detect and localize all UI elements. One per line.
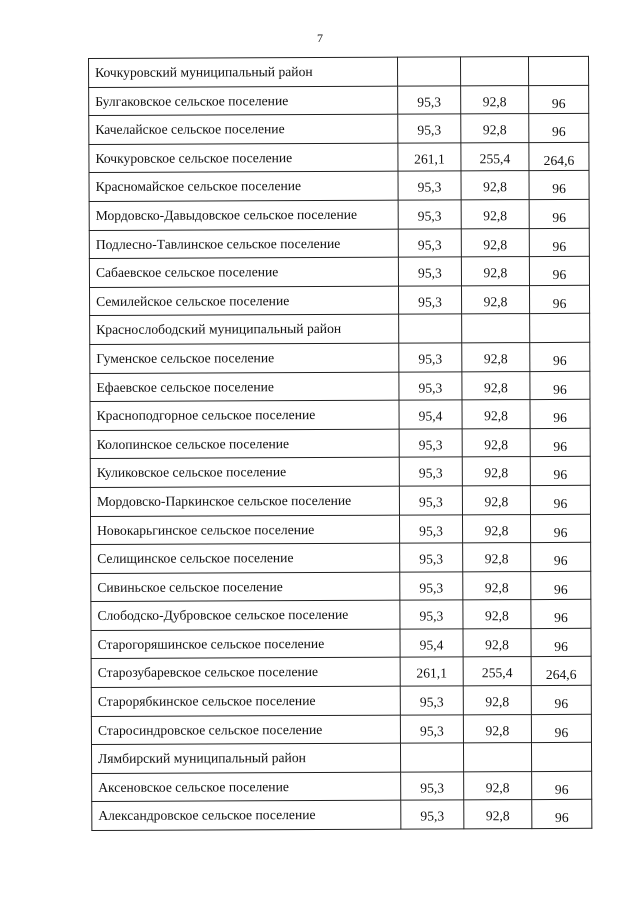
value-cell-v3 [530, 428, 590, 457]
value-v2: 92,8 [483, 293, 508, 310]
table-row [91, 571, 591, 602]
value-cell-v3 [531, 714, 591, 743]
value-v2: 255,4 [481, 665, 513, 681]
value-v1: 95,3 [419, 580, 444, 596]
value-v1: 95,3 [418, 465, 443, 481]
value-cell-v1 [398, 257, 461, 286]
value-cell-v1 [399, 343, 462, 372]
settlement-name: Красноподгорное сельское поселение [90, 400, 399, 430]
value-cell-v1 [401, 772, 464, 801]
value-v3: 96 [552, 267, 567, 283]
settlement-name: Селищинское сельское поселение [91, 543, 400, 573]
table-row [90, 485, 590, 516]
value-v1: 261,1 [416, 665, 448, 682]
settlement-name: Гуменское сельское поселение [90, 343, 399, 373]
table-row [90, 428, 590, 459]
value-cell-v3 [531, 743, 591, 772]
table-body [89, 56, 592, 830]
value-v2: 92,8 [484, 465, 509, 481]
value-cell-v3 [531, 628, 591, 657]
value-cell-v1 [400, 543, 463, 572]
value-v2: 92,8 [484, 379, 508, 395]
settlement-name: Красномайское сельское поселение [89, 172, 398, 202]
table-row [89, 142, 589, 173]
value-v3: 96 [554, 810, 569, 826]
value-v3: 96 [553, 381, 567, 397]
value-v1: 95,3 [418, 437, 443, 453]
table-row [91, 685, 591, 716]
table-row [90, 457, 590, 488]
settlement-name: Качелайское сельское поселение [89, 114, 398, 144]
value-cell-v1 [400, 657, 463, 686]
value-cell-v2 [461, 257, 529, 286]
value-cell-v1 [398, 200, 461, 229]
value-v2: 92,8 [484, 522, 509, 538]
table-row [89, 256, 589, 287]
value-v3: 96 [553, 410, 567, 426]
value-v3: 96 [551, 124, 566, 140]
value-cell-v2 [461, 200, 529, 229]
value-cell-v3 [529, 85, 589, 114]
value-cell-v3 [528, 56, 588, 85]
value-v2: 92,8 [483, 179, 507, 195]
value-v2: 92,8 [483, 208, 508, 224]
value-v2: 92,8 [484, 608, 509, 624]
value-v1: 95,4 [418, 408, 443, 424]
district-name: Краснослободский муниципальный район [90, 314, 399, 344]
value-v3: 96 [553, 553, 568, 569]
value-v3: 96 [554, 638, 568, 654]
value-v2: 92,8 [484, 579, 509, 595]
value-v2: 92,8 [484, 408, 508, 424]
value-v2: 92,8 [483, 265, 508, 281]
table-row [89, 199, 589, 230]
value-cell-v1 [399, 486, 462, 515]
value-v3: 96 [553, 524, 568, 540]
value-cell-v1 [399, 514, 462, 543]
value-v1: 95,4 [419, 637, 444, 653]
table-row [90, 342, 590, 373]
settlement-name: Ефаевское сельское поселение [90, 372, 399, 402]
value-cell-v2 [462, 514, 530, 543]
value-v1: 95,3 [418, 379, 443, 396]
value-cell-v1 [400, 600, 463, 629]
value-v3: 96 [554, 781, 569, 797]
value-cell-v2 [460, 57, 528, 86]
value-v1: 95,3 [417, 208, 442, 224]
value-cell-v1 [397, 57, 460, 86]
value-cell-v1 [400, 715, 463, 744]
value-cell-v3 [530, 457, 590, 486]
value-v2: 92,8 [484, 551, 509, 567]
value-v3: 96 [554, 610, 568, 626]
value-cell-v1 [400, 629, 463, 658]
value-cell-v2 [462, 371, 530, 400]
value-cell-v3 [529, 285, 589, 314]
district-name: Кочкуровский муниципальный район [89, 57, 398, 87]
value-cell-v1 [401, 800, 464, 829]
table-row [89, 228, 589, 259]
value-cell-v3 [531, 571, 591, 600]
value-cell-v3 [529, 142, 589, 171]
table-row [90, 514, 590, 545]
settlement-name: Мордовско-Паркинское сельское поселение [90, 486, 399, 516]
value-v2: 92,8 [485, 722, 510, 738]
value-cell-v3 [530, 514, 590, 543]
table-row [90, 285, 590, 316]
value-v2: 92,8 [484, 436, 509, 452]
value-cell-v1 [400, 686, 463, 715]
value-v3: 264,6 [545, 667, 577, 683]
value-v1: 95,3 [418, 294, 442, 310]
value-v2: 92,8 [483, 236, 508, 252]
value-cell-v3 [532, 800, 592, 829]
value-v3: 96 [552, 181, 566, 197]
value-cell-v2 [461, 85, 529, 114]
settlement-name: Старорябкинское сельское поселение [91, 686, 400, 716]
value-cell-v1 [398, 286, 461, 315]
value-v2: 92,8 [484, 494, 509, 510]
value-v1: 95,3 [417, 179, 442, 195]
value-v3: 96 [551, 95, 566, 111]
value-v1: 261,1 [414, 151, 445, 167]
value-v3: 96 [554, 695, 569, 712]
value-cell-v2 [463, 571, 531, 600]
table-row [90, 371, 590, 402]
settlement-name: Старозубаревское сельское поселение [91, 658, 400, 688]
value-v2: 92,8 [485, 637, 509, 653]
value-cell-v3 [530, 399, 590, 428]
value-cell-v1 [398, 228, 461, 257]
settlement-name: Аксеновское сельское поселение [92, 772, 401, 802]
value-v2: 255,4 [479, 150, 511, 167]
value-cell-v3 [530, 314, 590, 343]
settlements-table-container [88, 56, 592, 831]
district-header-row [90, 314, 590, 345]
value-v3: 96 [553, 438, 568, 454]
value-cell-v2 [463, 743, 531, 772]
value-cell-v2 [461, 228, 529, 257]
value-cell-v3 [529, 256, 589, 285]
value-cell-v2 [463, 628, 531, 657]
settlement-name: Подлесно-Тавлинское сельское поселение [89, 229, 398, 259]
value-cell-v1 [399, 457, 462, 486]
settlement-name: Александровское сельское поселение [92, 801, 401, 831]
value-v3: 96 [553, 467, 568, 483]
value-v1: 95,3 [419, 723, 444, 739]
table-row [89, 171, 589, 202]
value-cell-v1 [400, 572, 463, 601]
value-v2: 92,8 [485, 694, 510, 710]
value-cell-v3 [532, 771, 592, 800]
value-v1: 95,3 [417, 94, 442, 110]
value-cell-v1 [398, 143, 461, 172]
value-cell-v2 [462, 400, 530, 429]
value-cell-v1 [399, 429, 462, 458]
value-cell-v2 [463, 543, 531, 572]
settlements-table [88, 56, 592, 831]
value-cell-v3 [531, 600, 591, 629]
value-v3: 96 [554, 724, 569, 740]
value-cell-v2 [461, 142, 529, 171]
value-cell-v3 [531, 542, 591, 571]
value-cell-v3 [529, 114, 589, 143]
settlement-name: Сивиньское сельское поселение [91, 572, 400, 602]
value-v3: 96 [552, 295, 567, 311]
table-row [89, 85, 589, 116]
value-cell-v1 [399, 314, 462, 343]
table-row [91, 657, 591, 688]
page-number: 7 [317, 31, 323, 45]
settlement-name: Семилейское сельское поселение [90, 286, 399, 316]
value-cell-v3 [531, 685, 591, 714]
value-cell-v2 [461, 171, 529, 200]
value-cell-v2 [461, 285, 529, 314]
value-cell-v2 [462, 485, 530, 514]
settlement-name: Старогоряшинское сельское поселение [91, 629, 400, 659]
table-row [92, 771, 592, 802]
value-v1: 95,3 [420, 780, 445, 796]
table-row [89, 114, 589, 145]
value-cell-v1 [399, 400, 462, 429]
district-header-row [91, 743, 591, 774]
value-v1: 95,3 [419, 494, 443, 510]
value-cell-v3 [530, 485, 590, 514]
value-v3: 96 [553, 581, 568, 597]
value-v1: 95,3 [419, 694, 444, 710]
value-cell-v2 [463, 714, 531, 743]
value-v1: 95,3 [417, 122, 442, 138]
value-cell-v2 [464, 771, 532, 800]
value-cell-v2 [462, 428, 530, 457]
settlement-name: Слободско-Дубровское сельское поселение [91, 600, 400, 630]
value-cell-v2 [462, 343, 530, 372]
table-row [91, 600, 591, 631]
value-v3: 264,6 [543, 152, 575, 168]
table-row [91, 542, 591, 573]
value-cell-v3 [529, 199, 589, 228]
value-v1: 95,3 [418, 265, 442, 281]
value-v1: 95,3 [419, 522, 443, 539]
settlement-name: Колопинское сельское поселение [90, 429, 399, 459]
value-v3: 96 [552, 209, 567, 225]
value-cell-v1 [398, 114, 461, 143]
value-cell-v2 [463, 686, 531, 715]
value-v1: 95,3 [420, 808, 445, 824]
settlement-name: Кочкуровское сельское поселение [89, 143, 398, 173]
value-cell-v2 [462, 314, 530, 343]
value-v3: 96 [552, 352, 567, 368]
table-row [92, 800, 592, 831]
value-cell-v3 [529, 171, 589, 200]
value-v2: 92,8 [483, 351, 508, 367]
value-v1: 95,3 [417, 237, 442, 253]
value-v1: 95,3 [418, 351, 443, 367]
value-cell-v1 [399, 371, 462, 400]
value-cell-v2 [462, 457, 530, 486]
value-v3: 96 [552, 238, 567, 254]
value-v2: 92,8 [485, 808, 510, 824]
district-header-row [89, 56, 589, 87]
table-row [90, 399, 590, 430]
table-row [91, 628, 591, 659]
value-cell-v1 [400, 743, 463, 772]
value-cell-v2 [464, 800, 532, 829]
value-v3: 96 [553, 495, 568, 511]
value-cell-v1 [398, 171, 461, 200]
value-v1: 95,3 [419, 608, 444, 624]
settlement-name: Новокарьгинское сельское поселение [90, 515, 399, 545]
value-cell-v3 [531, 657, 591, 686]
table-row [91, 714, 591, 745]
value-v1: 95,3 [419, 551, 444, 567]
value-cell-v2 [461, 114, 529, 143]
settlement-name: Булгаковское сельское поселение [89, 86, 398, 116]
settlement-name: Куликовское сельское поселение [90, 457, 399, 487]
value-cell-v2 [463, 657, 531, 686]
value-cell-v3 [530, 371, 590, 400]
value-v2: 92,8 [485, 780, 510, 796]
value-cell-v3 [530, 342, 590, 371]
settlement-name: Мордовско-Давыдовское сельское поселение [89, 200, 398, 230]
settlement-name: Старосиндровское сельское поселение [91, 715, 400, 745]
value-cell-v3 [529, 228, 589, 257]
value-cell-v1 [398, 85, 461, 114]
value-v2: 92,8 [482, 122, 507, 138]
value-cell-v2 [463, 600, 531, 629]
district-name: Лямбирский муниципальный район [91, 743, 400, 773]
value-v2: 92,8 [482, 93, 507, 109]
settlement-name: Сабаевское сельское поселение [89, 257, 398, 287]
